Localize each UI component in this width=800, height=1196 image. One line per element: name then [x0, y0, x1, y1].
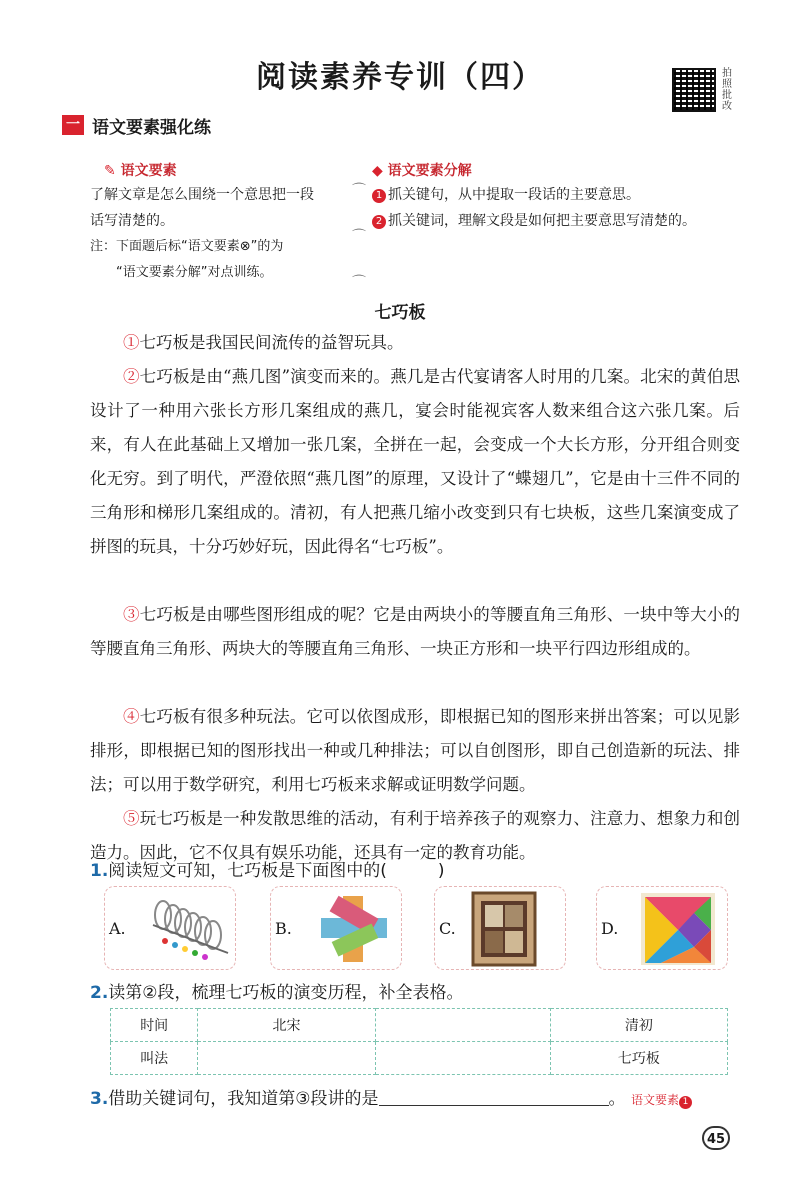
breakdown-item [372, 182, 732, 208]
question-2 [90, 978, 464, 1003]
paragraph-text: 七巧板是由“燕几图”演变而来的。燕几是古代宴请客人时用的几案。北宋的黄伯思设计了一种用六张长方形几案组成的燕几，宴会时能视宾客人数来组合这六张几案。后来，有人在此基础上又增加一张几案，全拼在一起，会变成一个大长方形，分开组合则变化无穷。到了明代，严澄依照“燕几图”的原理，又设计了“蝶翅几”，它是由十三件不同的三角形和梯形几案组成的。清初，有人把燕几缩小改变到只有七块板，这些几案演变成了拼图的玩具，十分巧妙好玩，因此得名“七巧板”。 [90, 367, 741, 556]
burr-puzzle-icon [315, 892, 395, 966]
option-label: D. [601, 919, 619, 938]
ring-icon: ⌒ [352, 275, 366, 291]
page-title: 阅读素养专训（四） [256, 60, 544, 95]
page-number: 45 [702, 1126, 730, 1150]
question-end: 。 [608, 1089, 626, 1109]
breakdown-box [368, 150, 730, 280]
element-line-1: 了解文章是怎么围绕一个意思把一段 [90, 187, 314, 203]
element-box-head-text: 语文要素 [120, 163, 177, 179]
question-text: 借助关键词句，我知道第③段讲的是 [108, 1089, 379, 1109]
paragraph-number: ② [123, 367, 140, 386]
element-tag [631, 1093, 692, 1107]
question-number: 3. [90, 1089, 109, 1109]
paragraph-text: 玩七巧板是一种发散思维的活动，有利于培养孩子的观察力、注意力、想象力和创造力。因此，它不仅具有娱乐功能，还具有一定的教育功能。 [90, 809, 741, 862]
element-note-2: “语文要素分解”对点训练。 [116, 265, 273, 280]
section-title: 语文要素强化练 [92, 118, 211, 138]
element-tag-text: 语文要素 [630, 1093, 679, 1107]
sliding-puzzle-icon [469, 891, 541, 967]
qr-code-icon[interactable] [672, 68, 716, 112]
element-note-1: 注：下面题后标“语文要素⊗”的为 [90, 239, 284, 254]
answer-blank[interactable] [379, 1087, 609, 1106]
paragraph-1 [90, 326, 740, 360]
table-cell-blank[interactable] [375, 1042, 550, 1075]
ring-icon: ⌒ [352, 183, 366, 199]
paragraph-number: ① [123, 333, 140, 352]
paragraph-text: 七巧板有很多种玩法。它可以依图成形，即根据已知的图形来拼出答案；可以见影排形，即根据已知的图形找出一种或几种排法；可以自创图形，即自己创造新的玩法、排法；可以用于数学研究，利用七巧板来求解或证明数学问题。 [90, 707, 741, 794]
table-cell: 七巧板 [550, 1042, 727, 1075]
element-tag-number: 1 [679, 1096, 692, 1109]
option-label: A. [109, 919, 126, 938]
question-text: 阅读短文可知，七巧板是下面图中的( ) [108, 861, 445, 881]
option-a[interactable] [104, 886, 236, 970]
element-box [82, 150, 350, 280]
question-text: 读第②段，梳理七巧板的演变历程，补全表格。 [108, 983, 464, 1003]
option-label: B. [275, 919, 292, 938]
table-row [111, 1042, 728, 1075]
table-cell-blank[interactable] [198, 1042, 375, 1075]
question-number: 1. [90, 861, 109, 881]
option-label: C. [439, 919, 456, 938]
table-cell: 北宋 [198, 1009, 375, 1042]
table-row [111, 1009, 728, 1042]
paragraph-4 [90, 700, 740, 802]
paragraph-text: 七巧板是由哪些图形组成的呢？它是由两块小的等腰直角三角形、一块中等大小的等腰直角三角形、两块大的等腰直角三角形、一块正方形和一块平行四边形组成的。 [90, 605, 741, 658]
table-cell: 清初 [550, 1009, 727, 1042]
table-cell-blank[interactable] [375, 1009, 550, 1042]
qr-label: 拍照批改 [722, 68, 732, 112]
item-number: 2 [372, 215, 386, 229]
paragraph-3 [90, 598, 740, 666]
table-cell: 时间 [111, 1009, 198, 1042]
paragraph-2 [90, 360, 740, 564]
element-box-head [104, 160, 177, 180]
paragraph-number: ③ [123, 605, 140, 624]
question-number: 2. [90, 983, 109, 1003]
paragraph-text: 七巧板是我国民间流传的益智玩具。 [139, 333, 404, 352]
option-d[interactable] [596, 886, 728, 970]
binder-rings [352, 168, 366, 306]
breakdown-box-head-text: 语文要素分解 [387, 163, 472, 179]
item-text: 抓关键句，从中提取一段话的主要意思。 [388, 187, 640, 203]
question-1 [90, 856, 445, 881]
option-b[interactable] [270, 886, 402, 970]
item-number: 1 [372, 189, 386, 203]
breakdown-item [372, 208, 732, 234]
question-3 [90, 1084, 730, 1109]
tangram-icon [639, 891, 719, 967]
option-c[interactable] [434, 886, 566, 970]
paragraph-number: ⑤ [123, 809, 140, 828]
ring-icon: ⌒ [352, 229, 366, 245]
evolution-table [110, 1008, 728, 1075]
paragraph-number: ④ [123, 707, 140, 726]
element-line-2: 话写清楚的。 [90, 213, 174, 229]
pencil-icon: ✎ [104, 163, 116, 179]
breakdown-box-head [372, 160, 472, 180]
table-cell: 叫法 [111, 1042, 198, 1075]
tag-icon: ◆ [372, 163, 383, 179]
article-title: 七巧板 [374, 303, 426, 323]
section-tag: 一 [62, 115, 84, 135]
nine-rings-puzzle-icon [143, 895, 233, 965]
item-text: 抓关键词，理解文段是如何把主要意思写清楚的。 [388, 213, 696, 229]
